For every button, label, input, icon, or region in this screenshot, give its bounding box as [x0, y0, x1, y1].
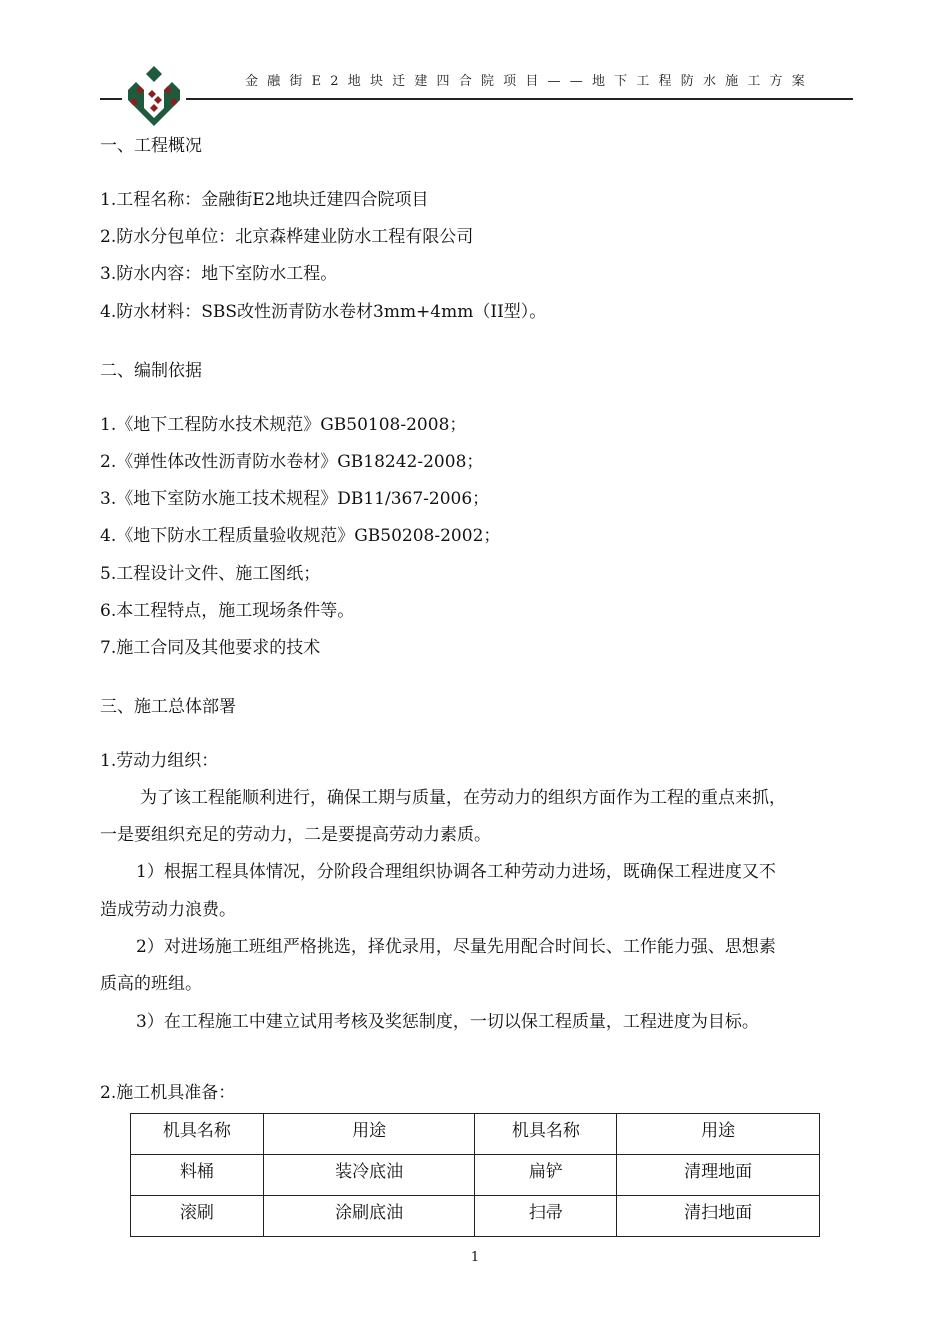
table-cell: 清扫地面 — [617, 1196, 820, 1237]
waterproof-material: 4.防水材料：SBS改性沥青防水卷材3mm+4mm（II型）。 — [100, 302, 547, 322]
table-header-cell: 用途 — [263, 1114, 475, 1155]
project-name: 1.工程名称：金融街E2地块迁建四合院项目 — [100, 190, 429, 210]
table-header-cell: 机具名称 — [131, 1114, 264, 1155]
company-logo — [122, 64, 186, 128]
table-cell: 料桶 — [131, 1155, 264, 1196]
labor-item-3: 3）在工程施工中建立试用考核及奖惩制度，一切以保工程质量，工程进度为目标。 — [136, 1012, 759, 1032]
subcontractor: 2.防水分包单位：北京森桦建业防水工程有限公司 — [100, 227, 474, 247]
table-cell: 扁铲 — [475, 1155, 617, 1196]
header-rule — [100, 98, 853, 100]
basis-item: 7.施工合同及其他要求的技术 — [100, 638, 321, 658]
basis-item: 6.本工程特点，施工现场条件等。 — [100, 601, 355, 621]
page-number: 1 — [470, 1250, 480, 1265]
labor-paragraph-line2: 一是要组织充足的劳动力，二是要提高劳动力素质。 — [100, 825, 491, 845]
tools-title: 2.施工机具准备： — [100, 1083, 236, 1103]
labor-paragraph-line1: 为了该工程能顺利进行，确保工期与质量，在劳动力的组织方面作为工程的重点来抓， — [140, 788, 786, 808]
basis-item: 4.《地下防水工程质量验收规范》GB50208-2002； — [100, 526, 501, 546]
table-cell: 清理地面 — [617, 1155, 820, 1196]
labor-item-1-line2: 造成劳动力浪费。 — [100, 900, 236, 920]
table-cell: 装冷底油 — [263, 1155, 475, 1196]
table-header-row — [131, 1114, 820, 1155]
labor-title: 1.劳动力组织： — [100, 751, 219, 771]
basis-item: 3.《地下室防水施工技术规程》DB11/367-2006； — [100, 489, 490, 509]
header-title: 金融街E2地块迁建四合院项目——地下工程防水施工方案 — [245, 74, 814, 89]
table-header-cell: 机具名称 — [475, 1114, 617, 1155]
labor-item-1-line1: 1）根据工程具体情况，分阶段合理组织协调各工种劳动力进场，既确保工程进度又不 — [136, 862, 776, 882]
table-row — [131, 1196, 820, 1237]
tools-table — [130, 1113, 820, 1237]
basis-item: 2.《弹性体改性沥青防水卷材》GB18242-2008； — [100, 452, 484, 472]
table-row — [131, 1155, 820, 1196]
basis-item: 5.工程设计文件、施工图纸； — [100, 564, 321, 584]
basis-item: 1.《地下工程防水技术规范》GB50108-2008； — [100, 415, 467, 435]
table-cell: 滚刷 — [131, 1196, 264, 1237]
table-cell: 涂刷底油 — [263, 1196, 475, 1237]
labor-item-2-line1: 2）对进场施工班组严格挑选，择优录用，尽量先用配合时间长、工作能力强、思想素 — [136, 937, 776, 957]
section-2-title: 二、编制依据 — [100, 361, 202, 381]
section-3-title: 三、施工总体部署 — [100, 697, 236, 717]
labor-item-2-line2: 质高的班组。 — [100, 974, 202, 994]
table-header-cell: 用途 — [617, 1114, 820, 1155]
table-cell: 扫帚 — [475, 1196, 617, 1237]
waterproof-content: 3.防水内容：地下室防水工程。 — [100, 264, 338, 284]
section-1-title: 一、工程概况 — [100, 136, 202, 156]
